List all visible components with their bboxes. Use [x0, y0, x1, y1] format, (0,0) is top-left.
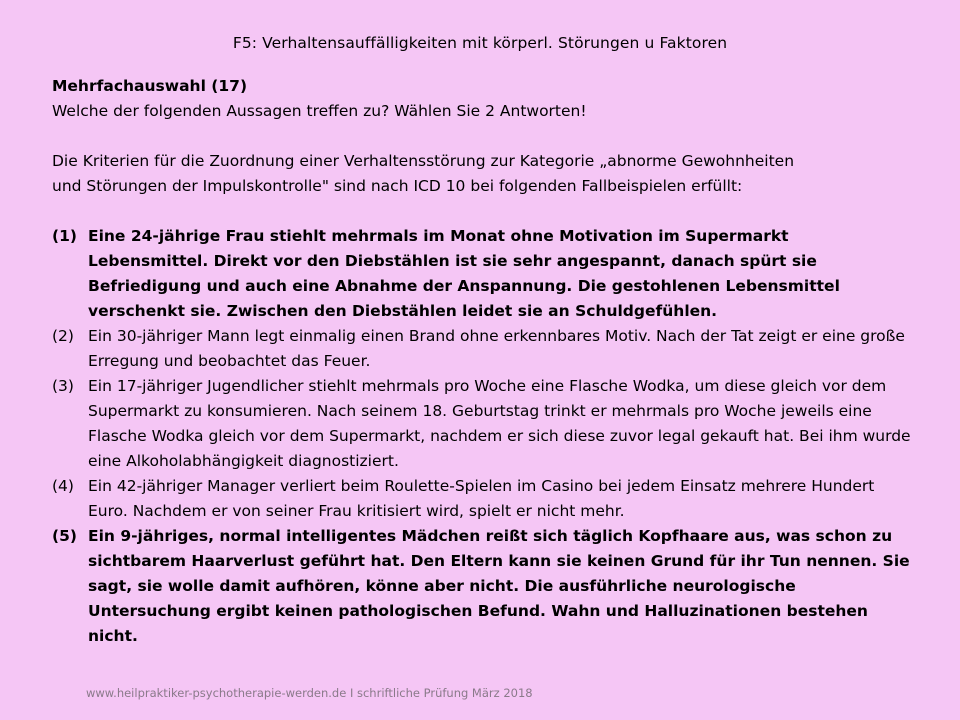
answer-options-list [52, 224, 912, 649]
answer-option-5 [52, 524, 912, 649]
option-text: Ein 17-jähriger Jugendlicher stiehlt mehrmals pro Woche eine Flasche Wodka, um diese gleich vor dem Supermarkt zu konsumieren. Nach seinem 18. Geburtstag trinkt er mehrmals pro Woche jeweils eine Flasche Wodka gleich vor dem Supermarkt, nachdem er sich diese zuvor legal gekauft hat. Bei ihm wurde eine Alkoholabhängigkeit diagnostiziert. [88, 377, 911, 470]
option-number: (1) [52, 227, 77, 245]
question-instruction: Welche der folgenden Aussagen treffen zu? Wählen Sie 2 Antworten! [52, 102, 587, 120]
question-heading: Mehrfachauswahl (17) [52, 77, 248, 95]
option-number: (2) [52, 327, 74, 345]
option-number: (4) [52, 477, 74, 495]
answer-option-3 [52, 374, 912, 474]
option-number: (3) [52, 377, 74, 395]
answer-option-4 [52, 474, 912, 524]
answer-option-2 [52, 324, 912, 374]
option-text: Ein 9-jähriges, normal intelligentes Mädchen reißt sich täglich Kopfhaare aus, was schon zu sichtbarem Haarverlust geführt hat. Den Eltern kann sie keinen Grund für ihr Tun nennen. Sie sagt, sie wolle damit aufhören, könne aber nicht. Die ausführliche neurologische Untersuchung ergibt keinen pathologischen Befund. Wahn und Halluzinationen bestehen nicht. [88, 527, 910, 645]
option-text: Ein 30-jähriger Mann legt einmalig einen Brand ohne erkennbares Motiv. Nach der Tat zeigt er eine große Erregung und beobachtet das Feuer. [88, 327, 905, 370]
spacer [52, 124, 912, 149]
slide-title: F5: Verhaltensauffälligkeiten mit körperl. Störungen u Faktoren [232, 34, 728, 52]
question-stem-line-2: und Störungen der Impulskontrolle" sind nach ICD 10 bei folgenden Fallbeispielen erfüllt: [52, 177, 743, 195]
spacer [52, 199, 912, 224]
option-text: Ein 42-jähriger Manager verliert beim Roulette-Spielen im Casino bei jedem Einsatz mehrere Hundert Euro. Nachdem er von seiner Frau kritisiert wird, spielt er nicht mehr. [88, 477, 875, 520]
question-block [52, 74, 912, 649]
option-number: (5) [52, 527, 77, 545]
question-stem-line-1: Die Kriterien für die Zuordnung einer Verhaltensstörung zur Kategorie „abnorme Gewohnheiten [52, 152, 795, 170]
answer-option-1 [52, 224, 912, 324]
question-stem [52, 149, 912, 199]
option-text: Eine 24-jährige Frau stiehlt mehrmals im Monat ohne Motivation im Supermarkt Lebensmittel. Direkt vor den Diebstählen ist sie sehr angespannt, danach spürt sie Befriedigung und auch eine Abnahme der Anspannung. Die gestohlenen Lebensmittel verschenkt sie. Zwischen den Diebstählen leidet sie an Schuldgefühlen. [88, 227, 840, 320]
footer-source: www.heilpraktiker-psychotherapie-werden.de I schriftliche Prüfung März 2018 [86, 686, 533, 700]
